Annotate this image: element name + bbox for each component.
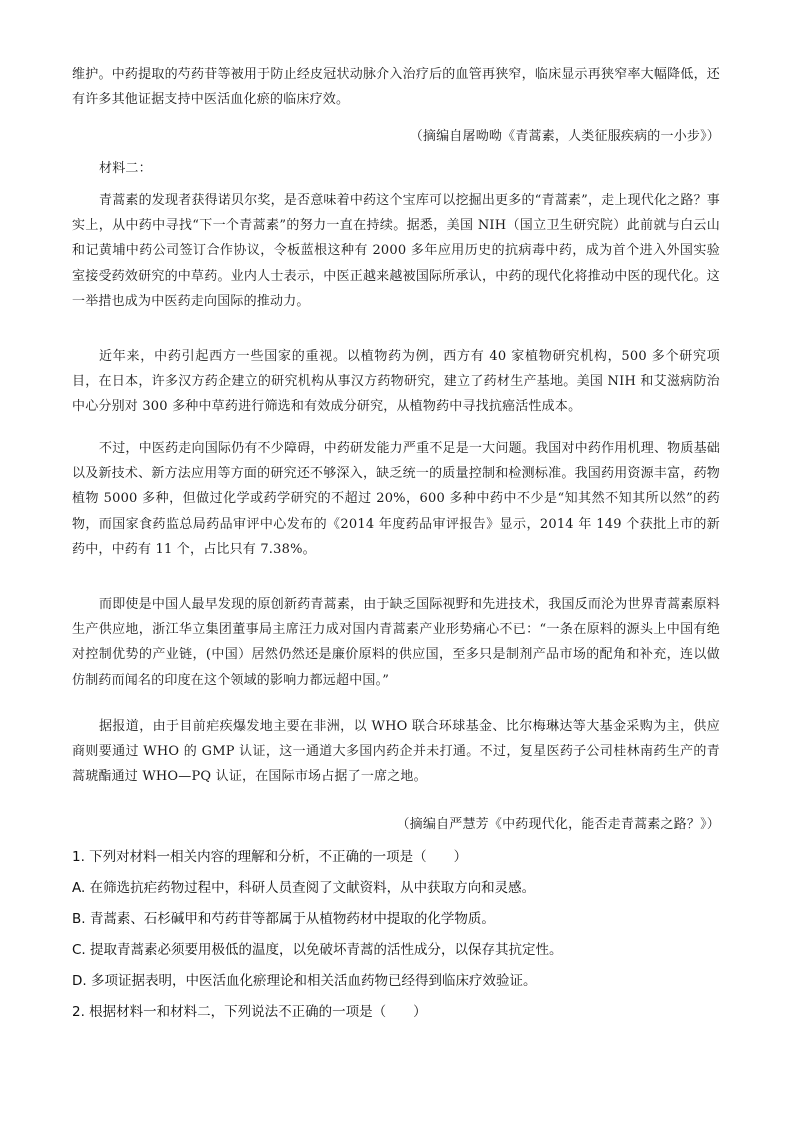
question-1-option-c: C. 提取青蒿素必须要用极低的温度，以免破坏青蒿的活性成分，以保存其抗定性。 xyxy=(72,942,563,958)
question-1-stem: 1. 下列对材料一相关内容的理解和分析，不正确的一项是（ ） xyxy=(72,849,468,865)
question-1-option-a: A. 在筛选抗疟药物过程中，科研人员查阅了文献资料，从中获取方向和灵感。 xyxy=(72,880,536,896)
question-1-option-b: B. 青蒿素、石杉碱甲和芍药苷等都属于从植物药材中提取的化学物质。 xyxy=(72,911,495,927)
question-1-option-d: D. 多项证据表明，中医活血化瘀理论和相关活血药物已经得到临床疗效验证。 xyxy=(72,973,537,989)
material2-paragraph-4: 而即使是中国人最早发现的原创新药青蒿素，由于缺乏国际视野和先进技术，我国反而沦为世界青蒿素原料生产供应地，浙江华立集团董事局主席汪力成对国内青蒿素产业形势痛心不已：“一条在原料的源头上中国有绝对控制优势的产业链，(中国）居然仍然还是廉价原料的供应国，至多只是制剂产品市场的配角和补充，连以做仿制药而闻名的印度在这个领域的影响力都远超中国。” xyxy=(72,597,720,688)
question-2-stem: 2. 根据材料一和材料二，下列说法不正确的一项是（ ） xyxy=(72,1004,427,1020)
material2-paragraph-2: 近年来，中药引起西方一些国家的重视。以植物药为例，西方有 40 家植物研究机构，500 多个研究项目，在日本，许多汉方药企建立的研究机构从事汉方药物研究，建立了药材生产基地。美国 NIH 和艾滋病防治中心分别对 300 多种中草药进行筛选和有效成分研究，从植物药中寻找抗癌活性成本。 xyxy=(72,349,720,415)
material2-title: 材料二： xyxy=(99,161,152,176)
material1-tail-paragraph: 维护。中药提取的芍药苷等被用于防止经皮冠状动脉介入治疗后的血管再狭窄，临床显示再狭窄率大幅降低，还有许多其他证据支持中医活血化瘀的临床疗效。 xyxy=(72,67,720,108)
material2-paragraph-5: 据报道，由于目前疟疾爆发地主要在非洲，以 WHO 联合环球基金、比尔梅琳达等大基金采购为主，供应商则要通过 WHO 的 GMP 认证，这一通道大多国内药企并未打通。不过，复星医药子公司桂林南药生产的青蒿琥酯通过 WHO—PQ 认证，在国际市场占据了一席之地。 xyxy=(72,719,720,785)
material2-source: （摘编自严慧芳《中药现代化，能否走青蒿素之路？》） xyxy=(396,817,720,832)
material2-paragraph-1: 青蒿素的发现者获得诺贝尔奖，是否意味着中药这个宝库可以挖掘出更多的“青蒿素”，走上现代化之路？事实上，从中药中寻找“下一个青蒿素”的努力一直在持续。据悉，美国 NIH（国立卫生研究院）此前就与白云山和记黄埔中药公司签订合作协议，令板蓝根这种有 2000 多年应用历史的抗病毒中药，成为首个进入外国实验室接受药效研究的中草药。业内人士表示，中医正越来越被国际所承认，中药的现代化将推动中医的现代化。这一举措也成为中医药走向国际的推动力。 xyxy=(72,193,720,309)
question-1 xyxy=(72,842,732,1028)
material1-source: （摘编自屠呦呦《青蒿素，人类征服疾病的一小步》） xyxy=(409,129,720,144)
material2-paragraph-3: 不过，中医药走向国际仍有不少障碍，中药研发能力严重不足是一大问题。我国对中药作用机理、物质基础以及新技术、新方法应用等方面的研究还不够深入，缺乏统一的质量控制和检测标准。我国药用资源丰富，药物植物 5000 多种，但做过化学或药学研究的不超过 20%，600 多种中药中不少是“知其然不知其所以然”的药物，而国家食药监总局药品审评中心发布的《2014 年度药品审评报告》显示，2014 年 149 个获批上市的新药中，中药有 11 个，占比只有 7.38%。 xyxy=(72,441,720,557)
